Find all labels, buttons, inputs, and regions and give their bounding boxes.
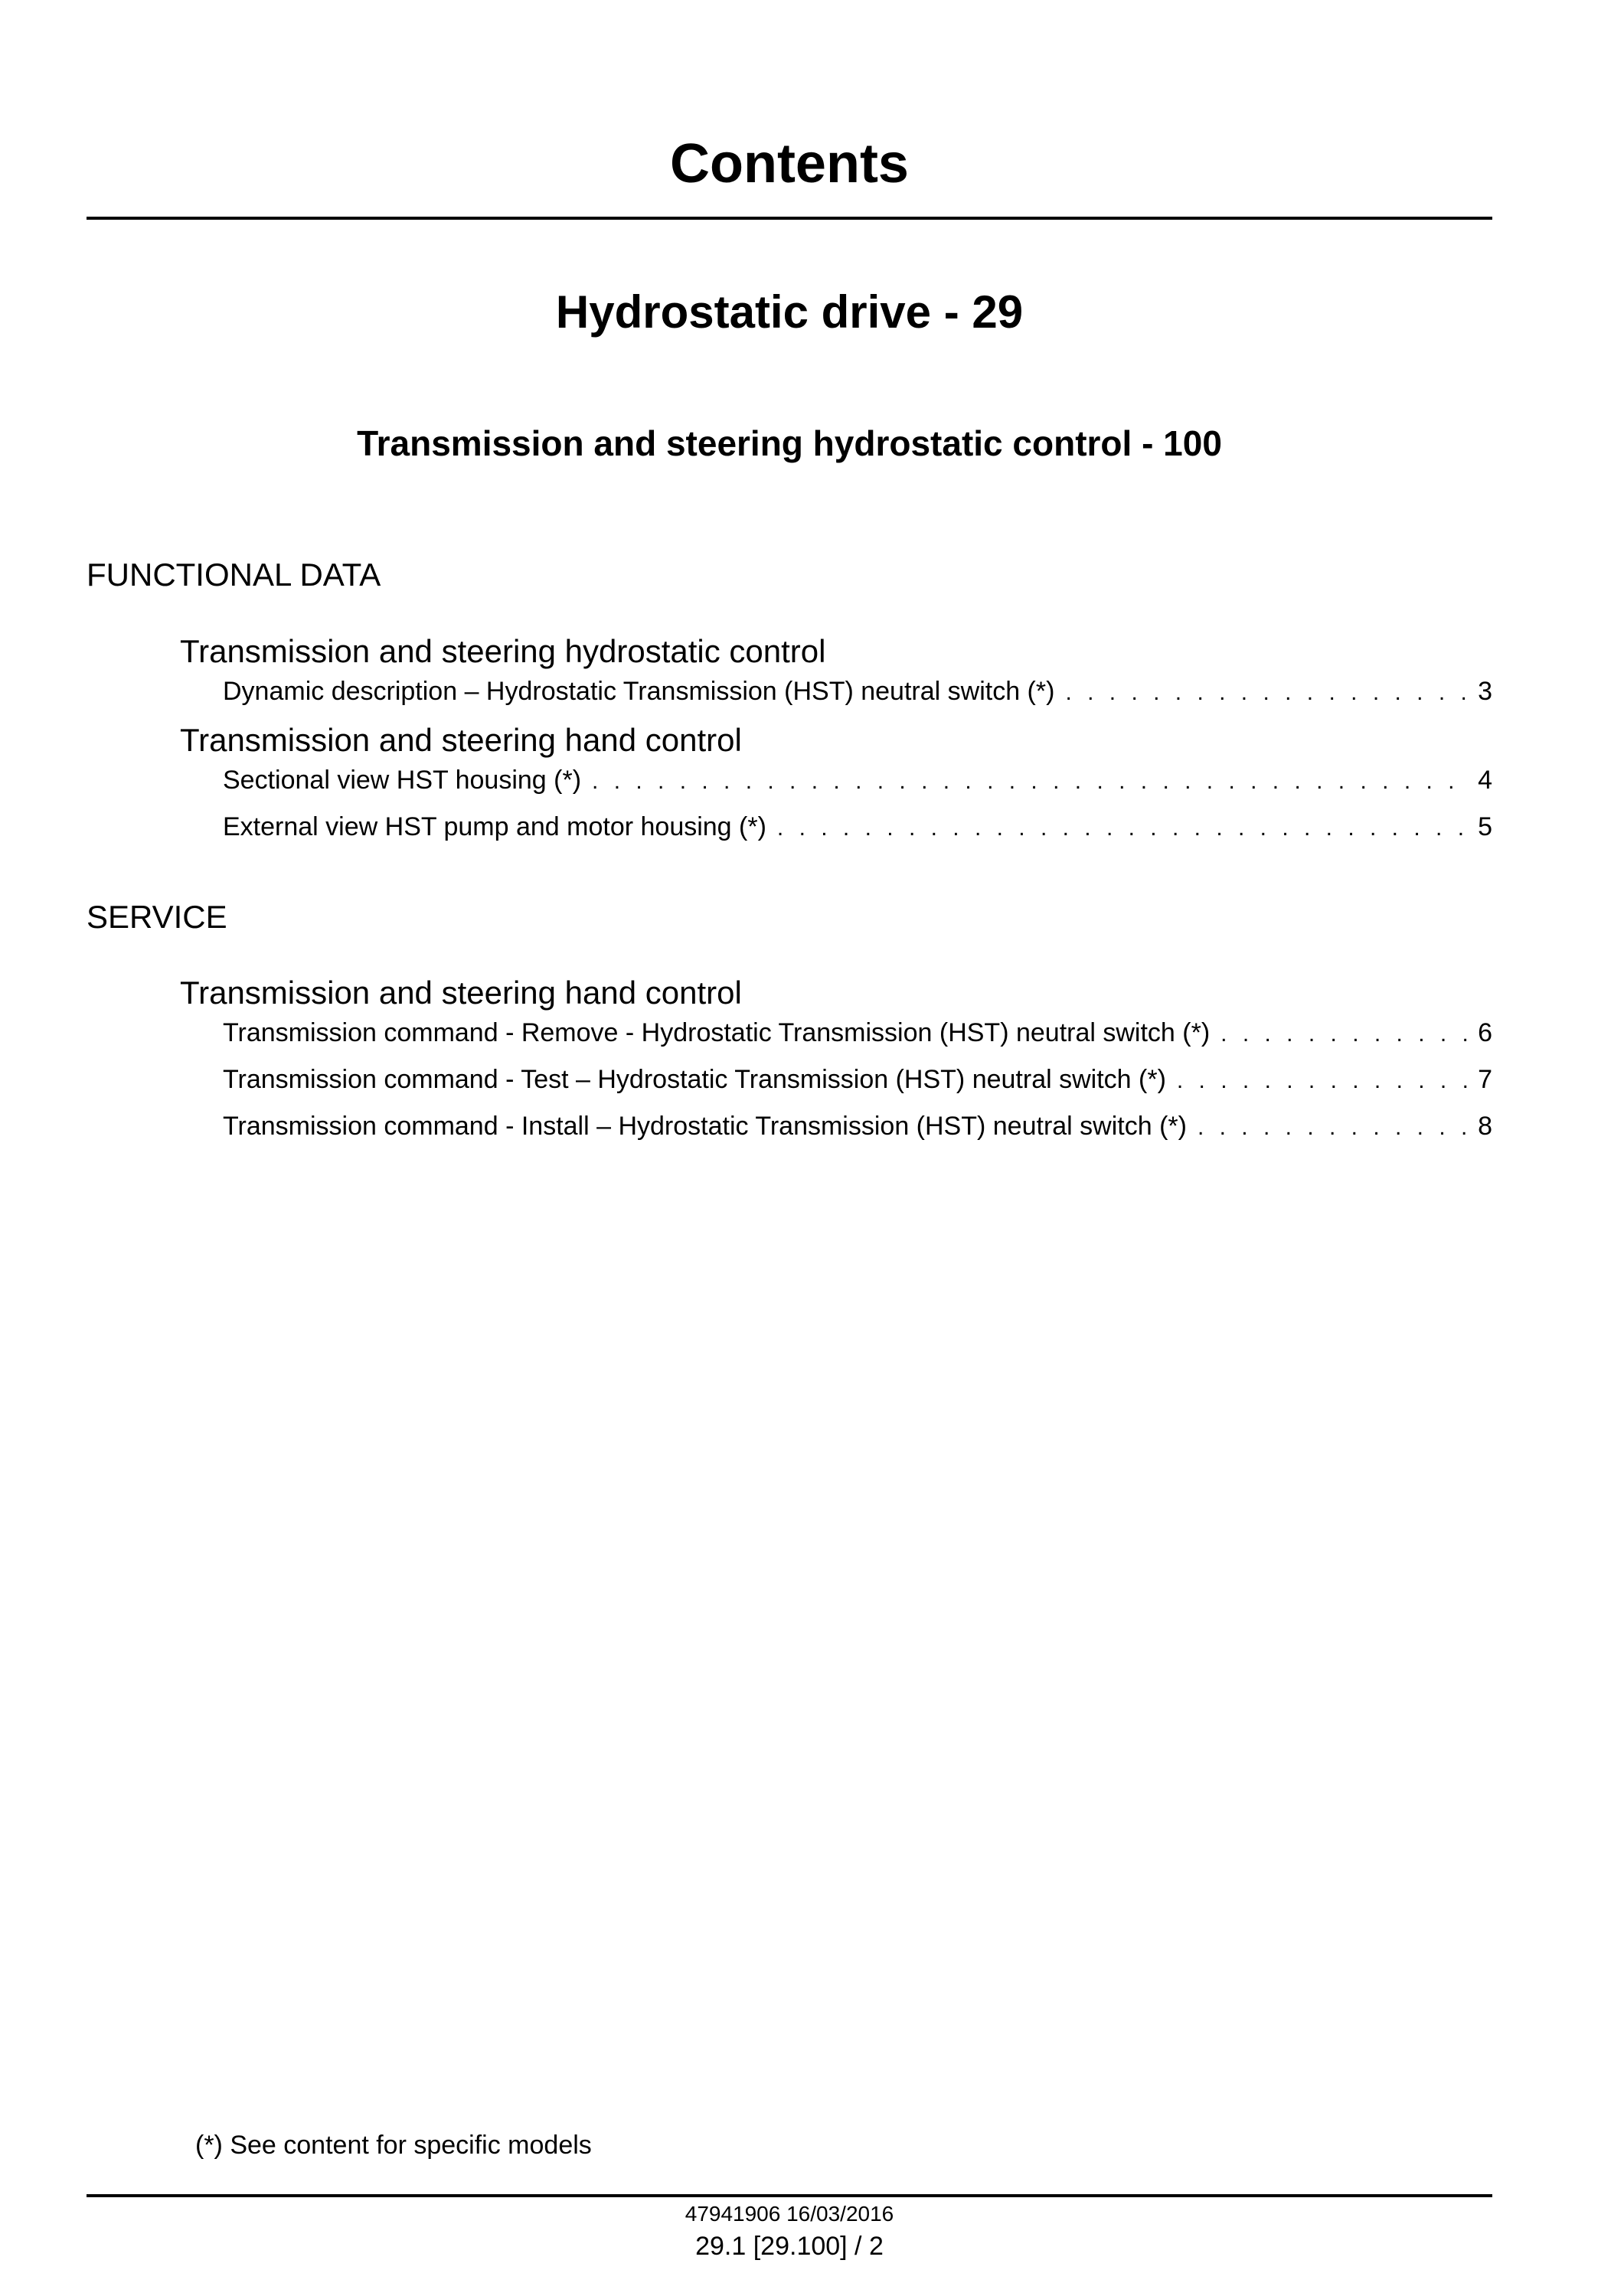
group-heading-service: SERVICE — [87, 899, 227, 935]
toc-entry-title: Dynamic description – Hydrostatic Transmission (HST) neutral switch (*) — [223, 677, 1055, 706]
dot-leader — [1177, 1066, 1469, 1096]
toc-entry-title: External view HST pump and motor housing (*) — [223, 812, 766, 841]
dot-leader — [777, 813, 1469, 844]
toc-entry-title: Sectional view HST housing (*) — [223, 766, 582, 795]
toc-entry[interactable] — [223, 1017, 1492, 1048]
dot-leader — [1065, 678, 1469, 708]
toc-entry-title: Transmission command - Install – Hydrostatic Transmission (HST) neutral switch (*) — [223, 1112, 1187, 1141]
section-title: Transmission and steering hydrostatic control - 100 — [357, 423, 1222, 463]
footer-rule — [87, 2194, 1492, 2197]
toc-entry[interactable] — [223, 676, 1492, 707]
toc-entry[interactable] — [223, 1111, 1492, 1141]
toc-entry-title: Transmission command - Remove - Hydrostatic Transmission (HST) neutral switch (*) — [223, 1018, 1211, 1047]
dot-leader — [1220, 1019, 1469, 1050]
toc-entry[interactable] — [223, 765, 1492, 795]
toc-entry-page: 7 — [1478, 1065, 1492, 1094]
toc-entry-page: 6 — [1478, 1018, 1492, 1047]
toc-entry-page: 5 — [1478, 812, 1492, 841]
toc-entry-page: 3 — [1478, 677, 1492, 706]
subgroup-heading: Transmission and steering hand control — [180, 975, 742, 1011]
document-id: 47941906 16/03/2016 — [685, 2202, 894, 2226]
toc-entry[interactable] — [223, 1064, 1492, 1095]
toc-entry-page: 4 — [1478, 766, 1492, 795]
subgroup-heading: Transmission and steering hand control — [180, 722, 742, 758]
chapter-title: Hydrostatic drive - 29 — [555, 286, 1024, 338]
toc-entry[interactable] — [223, 812, 1492, 842]
header-rule — [87, 217, 1492, 220]
footnote: (*) See content for specific models — [195, 2131, 592, 2160]
group-heading-functional-data: FUNCTIONAL DATA — [87, 557, 381, 593]
toc-entry-page: 8 — [1478, 1112, 1492, 1141]
page-reference: 29.1 [29.100] / 2 — [695, 2232, 884, 2261]
toc-entry-title: Transmission command - Test – Hydrostatic Transmission (HST) neutral switch (*) — [223, 1065, 1166, 1094]
subgroup-heading: Transmission and steering hydrostatic control — [180, 633, 826, 669]
page-title: Contents — [670, 133, 909, 194]
dot-leader — [1198, 1112, 1469, 1143]
dot-leader — [592, 766, 1469, 797]
